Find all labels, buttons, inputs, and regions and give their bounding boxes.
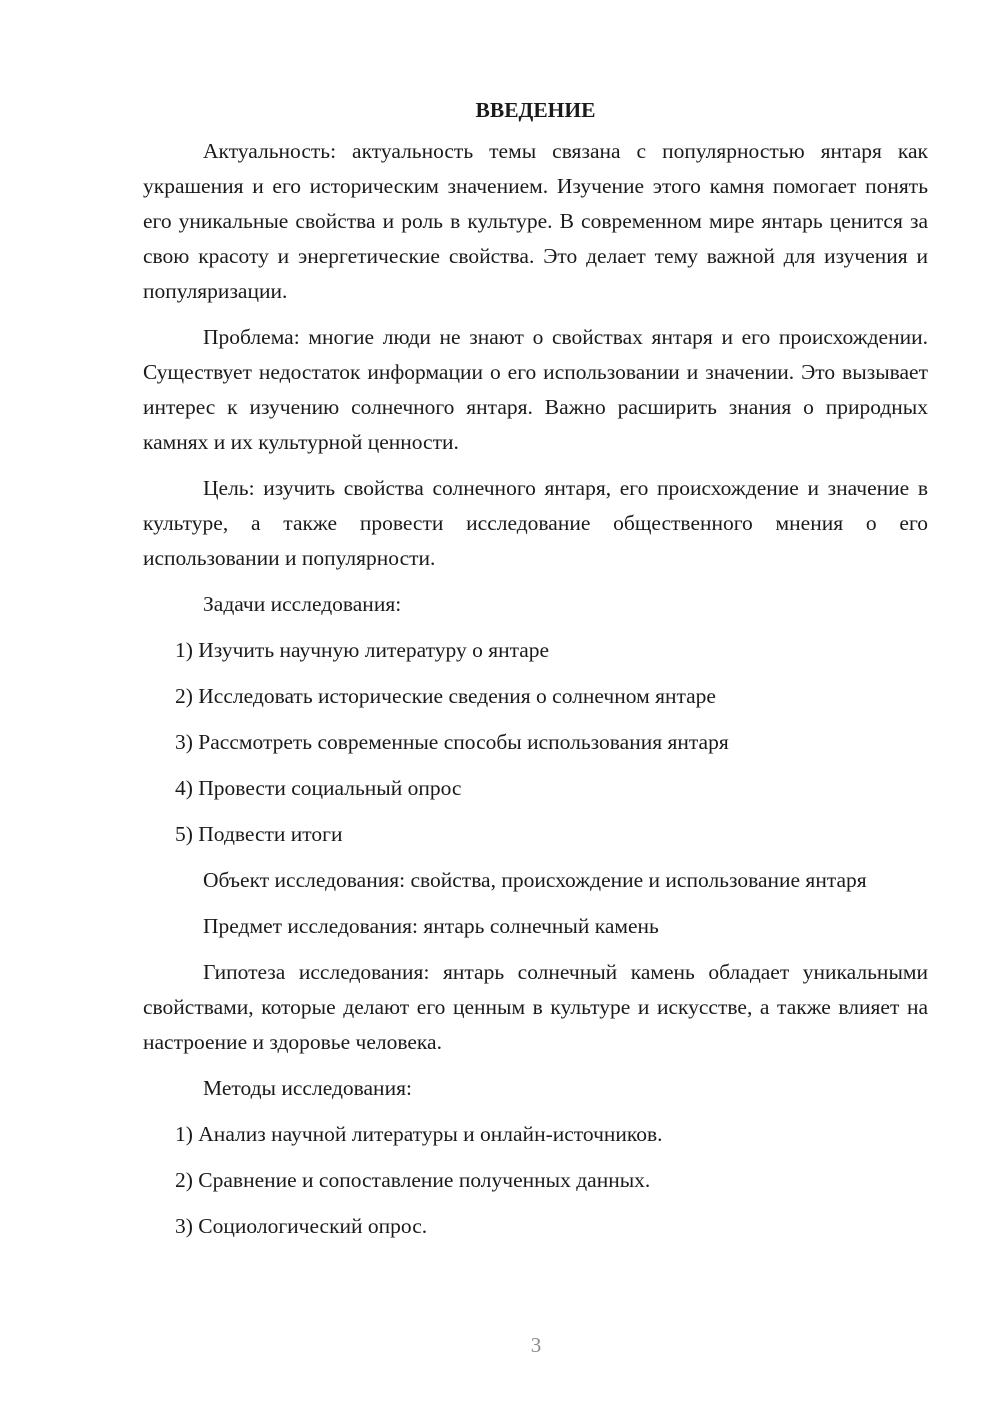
- list-item: 4) Провести социальный опрос: [175, 776, 462, 800]
- methods-label: Методы исследования:: [203, 1076, 412, 1100]
- section-title: ВВЕДЕНИЕ: [475, 98, 596, 122]
- list-item: 3) Рассмотреть современные способы использования янтаря: [175, 730, 729, 754]
- list-item: 2) Исследовать исторические сведения о солнечном янтаре: [175, 684, 716, 708]
- subject-paragraph: Предмет исследования: янтарь солнечный камень: [203, 914, 659, 938]
- list-item: 1) Изучить научную литературу о янтаре: [175, 638, 550, 662]
- methods-list: [143, 1117, 928, 1244]
- document-page: [143, 96, 928, 1255]
- tasks-list: [143, 633, 928, 852]
- list-item: 5) Подвести итоги: [175, 822, 343, 846]
- problem-paragraph: Проблема: многие люди не знают о свойствах янтаря и его происхождении. Существует недостаток информации о его использовании и значении. Это вызывает интерес к изучению солнечного янтаря. Важно расширить знания о природных камнях и их культурной ценности.: [143, 325, 928, 454]
- list-item: 1) Анализ научной литературы и онлайн-источников.: [175, 1122, 663, 1146]
- relevance-paragraph: Актуальность: актуальность темы связана с популярностью янтаря как украшения и его историческим значением. Изучение этого камня помогает понять его уникальные свойства и роль в культуре. В современном мире янтарь ценится за свою красоту и энергетические свойства. Это делает тему важной для изучения и популяризации.: [143, 139, 928, 303]
- list-item: 3) Социологический опрос.: [175, 1214, 428, 1238]
- list-item: 2) Сравнение и сопоставление полученных данных.: [175, 1168, 651, 1192]
- hypothesis-paragraph: Гипотеза исследования: янтарь солнечный камень обладает уникальными свойствами, которые делают его ценным в культуре и искусстве, а также влияет на настроение и здоровье человека.: [143, 960, 928, 1054]
- goal-paragraph: Цель: изучить свойства солнечного янтаря, его происхождение и значение в культуре, а также провести исследование общественного мнения о его использовании и популярности.: [143, 476, 928, 570]
- object-paragraph: Объект исследования: свойства, происхождение и использование янтаря: [203, 868, 867, 892]
- tasks-label: Задачи исследования:: [203, 592, 402, 616]
- page-number: 3: [530, 1333, 542, 1357]
